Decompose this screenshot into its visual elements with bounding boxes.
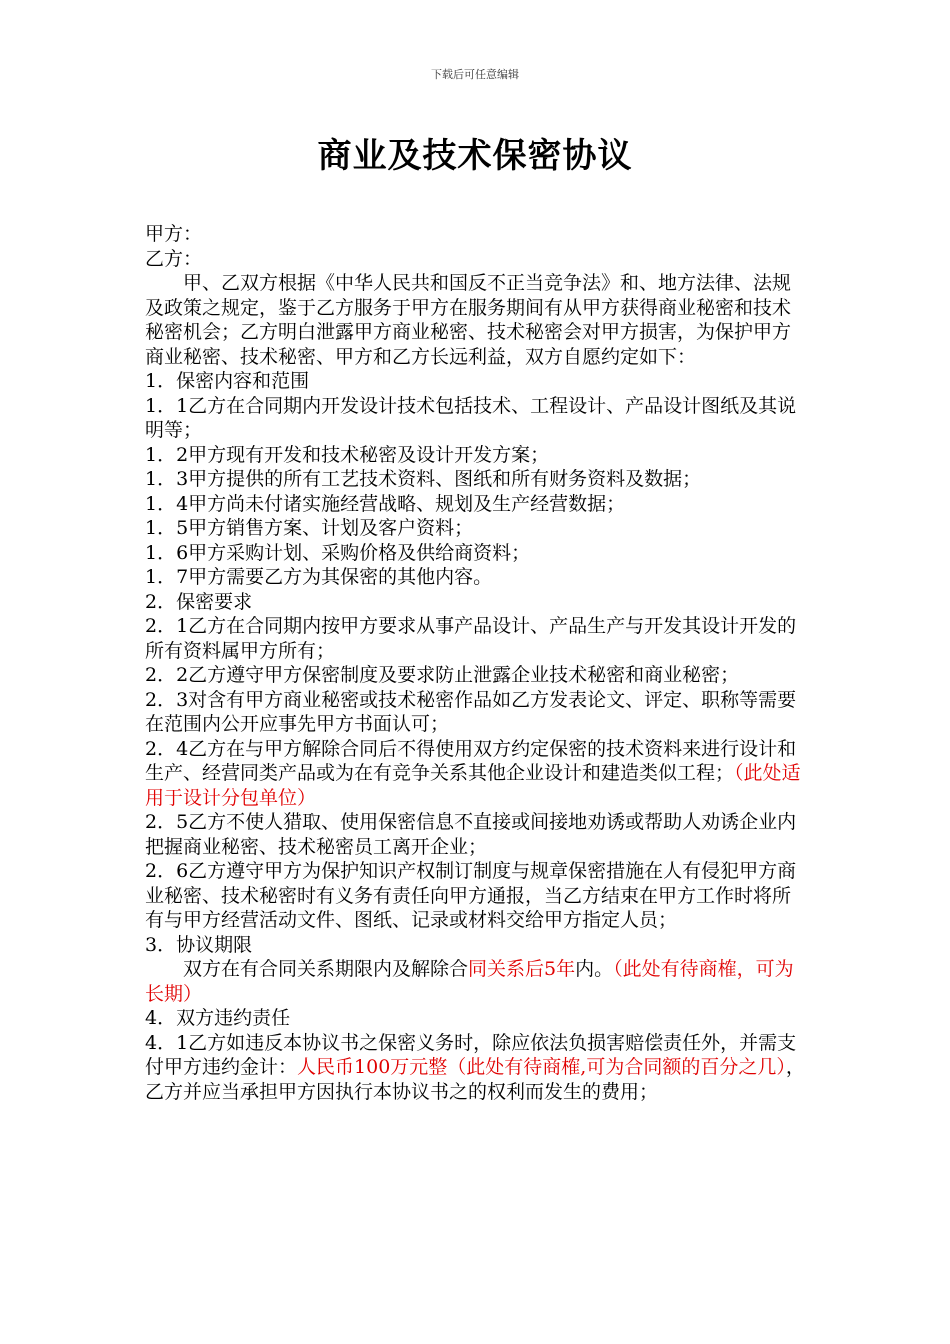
section-3-paragraph <box>145 957 807 1006</box>
clause-2-2: 2．2乙方遵守甲方保密制度及要求防止泄露企业技术秘密和商业秘密； <box>145 664 740 686</box>
term-note: （此处有待商榷，可为长期） <box>145 958 794 1005</box>
term-text-a: 双方在有合同关系期限内及解除合 <box>183 958 469 980</box>
document-body <box>145 222 807 1104</box>
clause-2-3: 2．3对含有甲方商业秘密或技术秘密作品如乙方发表论文、评定、职称等需要在范围内公开应事先甲方书面认可； <box>145 688 797 735</box>
clause-4-1 <box>145 1031 807 1105</box>
document-title: 商业及技术保密协议 <box>317 136 633 176</box>
clause-2-4-note: （此处适用于设计分包单位） <box>145 762 801 809</box>
clause-1-2: 1．2甲方现有开发和技术秘密及设计开发方案； <box>145 443 550 466</box>
term-duration: 同关系后5年 <box>468 958 576 980</box>
intro-paragraph: 甲、乙双方根据《中华人民共和国反不正当竞争法》和、地方法律、法规及政策之规定，鉴于乙方服务于甲方在服务期间有从甲方获得商业秘密和技术秘密机会；乙方明白泄露甲方商业秘密、技术秘密会对甲方损害，为保护甲方商业秘密、技术秘密、甲方和乙方长远利益，双方自愿约定如下： <box>145 272 792 368</box>
clause-4-1-text-a: 4．1乙方如违反本协议书之保密义务时，除应依法负损害赔偿责任外，并需支付甲方违约金计： <box>145 1031 797 1078</box>
clause-1-3: 1．3甲方提供的所有工艺技术资料、图纸和所有财务资料及数据； <box>145 468 702 490</box>
clause-2-5: 2．5乙方不使人猎取、使用保密信息不直接或间接地劝诱或帮助人劝诱企业内把握商业秘密、技术秘密员工离开企业； <box>145 811 797 858</box>
clause-4-1-text-c: ，乙方并应当承担甲方因执行本协议书之的权利而发生的费用； <box>145 1056 805 1103</box>
clause-2-4-text: 2．4乙方在与甲方解除合同后不得使用双方约定保密的技术资料来进行设计和生产、经营同类产品或为在有竞争关系其他企业设计和建造类似工程； <box>145 737 797 784</box>
section-2-heading: 2．保密要求 <box>145 590 253 613</box>
clause-1-6: 1．6甲方采购计划、采购价格及供给商资料； <box>145 541 531 564</box>
penalty-amount: 人民币100万元整（此处有待商榷,可为合同额的百分之几） <box>297 1056 786 1078</box>
clause-1-1: 1．1乙方在合同期内开发设计技术包括技术、工程设计、产品设计图纸及其说明等； <box>145 394 797 441</box>
clause-1-7: 1．7甲方需要乙方为其保密的其他内容。 <box>145 566 493 588</box>
party-a-line: 甲方： <box>145 223 203 245</box>
clause-1-4: 1．4甲方尚未付诸实施经营战略、规划及生产经营数据； <box>145 492 626 515</box>
clause-2-4 <box>145 737 807 811</box>
clause-2-1: 2．1乙方在合同期内按甲方要求从事产品设计、产品生产与开发其设计开发的所有资料属甲方所有； <box>145 615 797 662</box>
section-4-heading: 4．双方违约责任 <box>145 1007 291 1029</box>
clause-1-5: 1．5甲方销售方案、计划及客户资料； <box>145 517 474 539</box>
party-b-line: 乙方： <box>145 247 203 270</box>
section-3-heading: 3．协议期限 <box>145 933 253 956</box>
term-text-c: 内。 <box>575 958 614 980</box>
clause-2-6: 2．6乙方遵守甲方为保护知识产权制订制度与规章保密措施在人有侵犯甲方商业秘密、技术秘密时有义务有责任向甲方通报，当乙方结束在甲方工作时将所有与甲方经营活动文件、图纸、记录或材料交给甲方指定人员； <box>145 860 797 931</box>
section-1-heading: 1．保密内容和范围 <box>145 370 310 392</box>
header-note: 下载后可任意编辑 <box>431 68 519 81</box>
